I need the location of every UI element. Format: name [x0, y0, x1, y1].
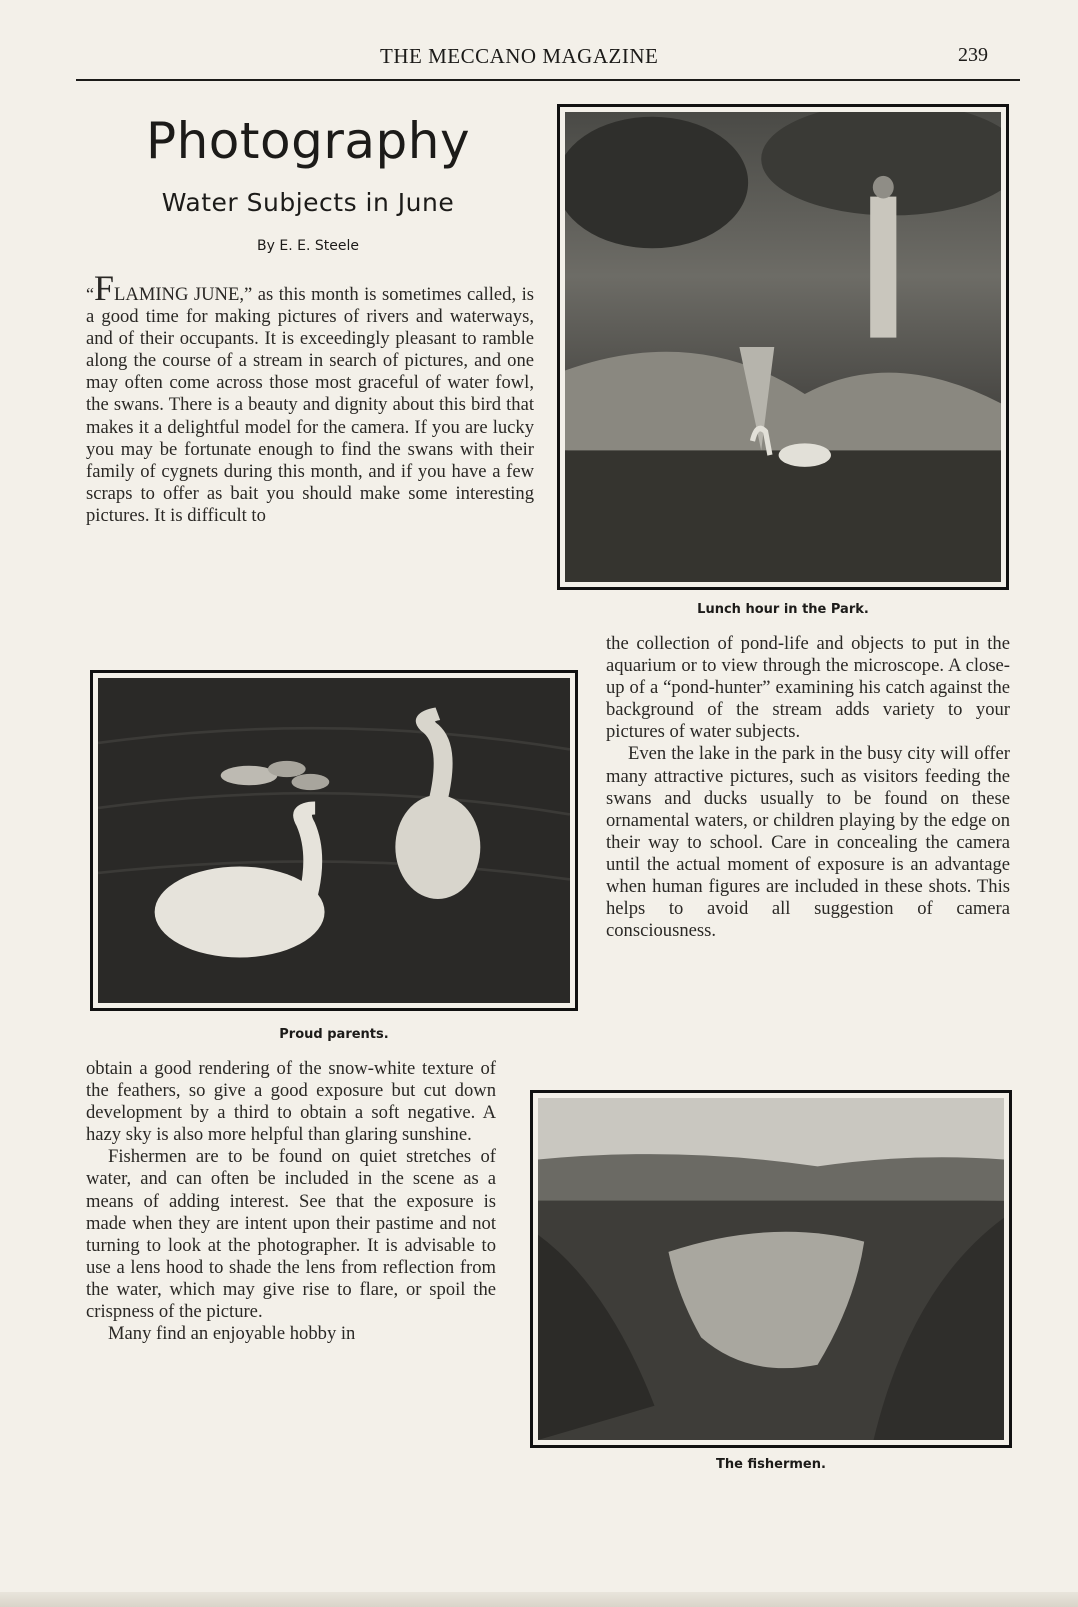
left-column-text	[86, 1058, 496, 1345]
photo-fishermen	[530, 1090, 1012, 1448]
paragraph: Fishermen are to be found on quiet stretches of water, and can often be included in the scene as a means of adding interest. See that the exposure is made when they are intent upon their pastime and not turning to look at the photographer. It is advisable to use a lens hood to shade the lens from reflection from the water, which may give rise to flare, or spoil the crispness of the picture.	[86, 1146, 496, 1323]
right-column-text	[606, 633, 1010, 942]
article-title: Photography	[145, 112, 471, 170]
article-byline: By E. E. Steele	[257, 238, 359, 254]
caption-fishermen: The fishermen.	[716, 1457, 826, 1472]
photo-lunch-hour	[557, 104, 1009, 590]
drop-cap: F	[94, 268, 115, 308]
paragraph: Many find an enjoyable hobby in	[108, 1323, 356, 1345]
intro-paragraph	[86, 268, 534, 527]
swans-image	[98, 678, 570, 1003]
magazine-title: THE MECCANO MAGAZINE	[380, 44, 659, 68]
scan-edge	[0, 1592, 1078, 1607]
article-subtitle: Water Subjects in June	[161, 188, 455, 217]
header-rule	[76, 79, 1020, 81]
opening-quote: “	[86, 284, 94, 304]
paragraph: Even the lake in the park in the busy city will offer many attractive pictures, such as visitors feeding the swans and ducks usually to be found on these ornamental waters, or children playing by the edge on their way to school. Care in concealing the camera until the actual moment of exposure is an advantage when human figures are included in these shots. This helps to avoid all suggestion of camera consciousness.	[606, 743, 1010, 942]
paragraph: the collection of pond-life and objects to put in the aquarium or to view through the microscope. A close-up of a “pond-hunter” examining his catch against the background of the stream adds variety to your pictures of water subjects.	[606, 633, 1010, 743]
caption-lunch-hour: Lunch hour in the Park.	[697, 602, 869, 617]
park-waterfall-image	[565, 112, 1001, 582]
photo-proud-parents	[90, 670, 578, 1011]
river-image	[538, 1098, 1004, 1440]
page-number: 239	[958, 44, 988, 66]
intro-text: LAMING JUNE,” as this month is sometimes called, is a good time for making pictures of rivers and waterways, and of their occupants. It is exceedingly pleasant to ramble along the course of a stream in search of pictures, and one may often come across those most graceful of water fowl, the swans. There is a beauty and dignity about this bird that makes it a delightful model for the camera. If you are lucky you may be fortunate enough to find the swans with their family of cygnets during this month, and if you have a few scraps to offer as bait you should make some interesting pictures. It is difficult to	[86, 284, 534, 526]
paragraph: obtain a good rendering of the snow-white texture of the feathers, so give a good exposure but cut down development by a third to obtain a soft negative. A hazy sky is also more helpful than glaring sunshine.	[86, 1058, 496, 1146]
caption-proud-parents: Proud parents.	[279, 1027, 389, 1042]
